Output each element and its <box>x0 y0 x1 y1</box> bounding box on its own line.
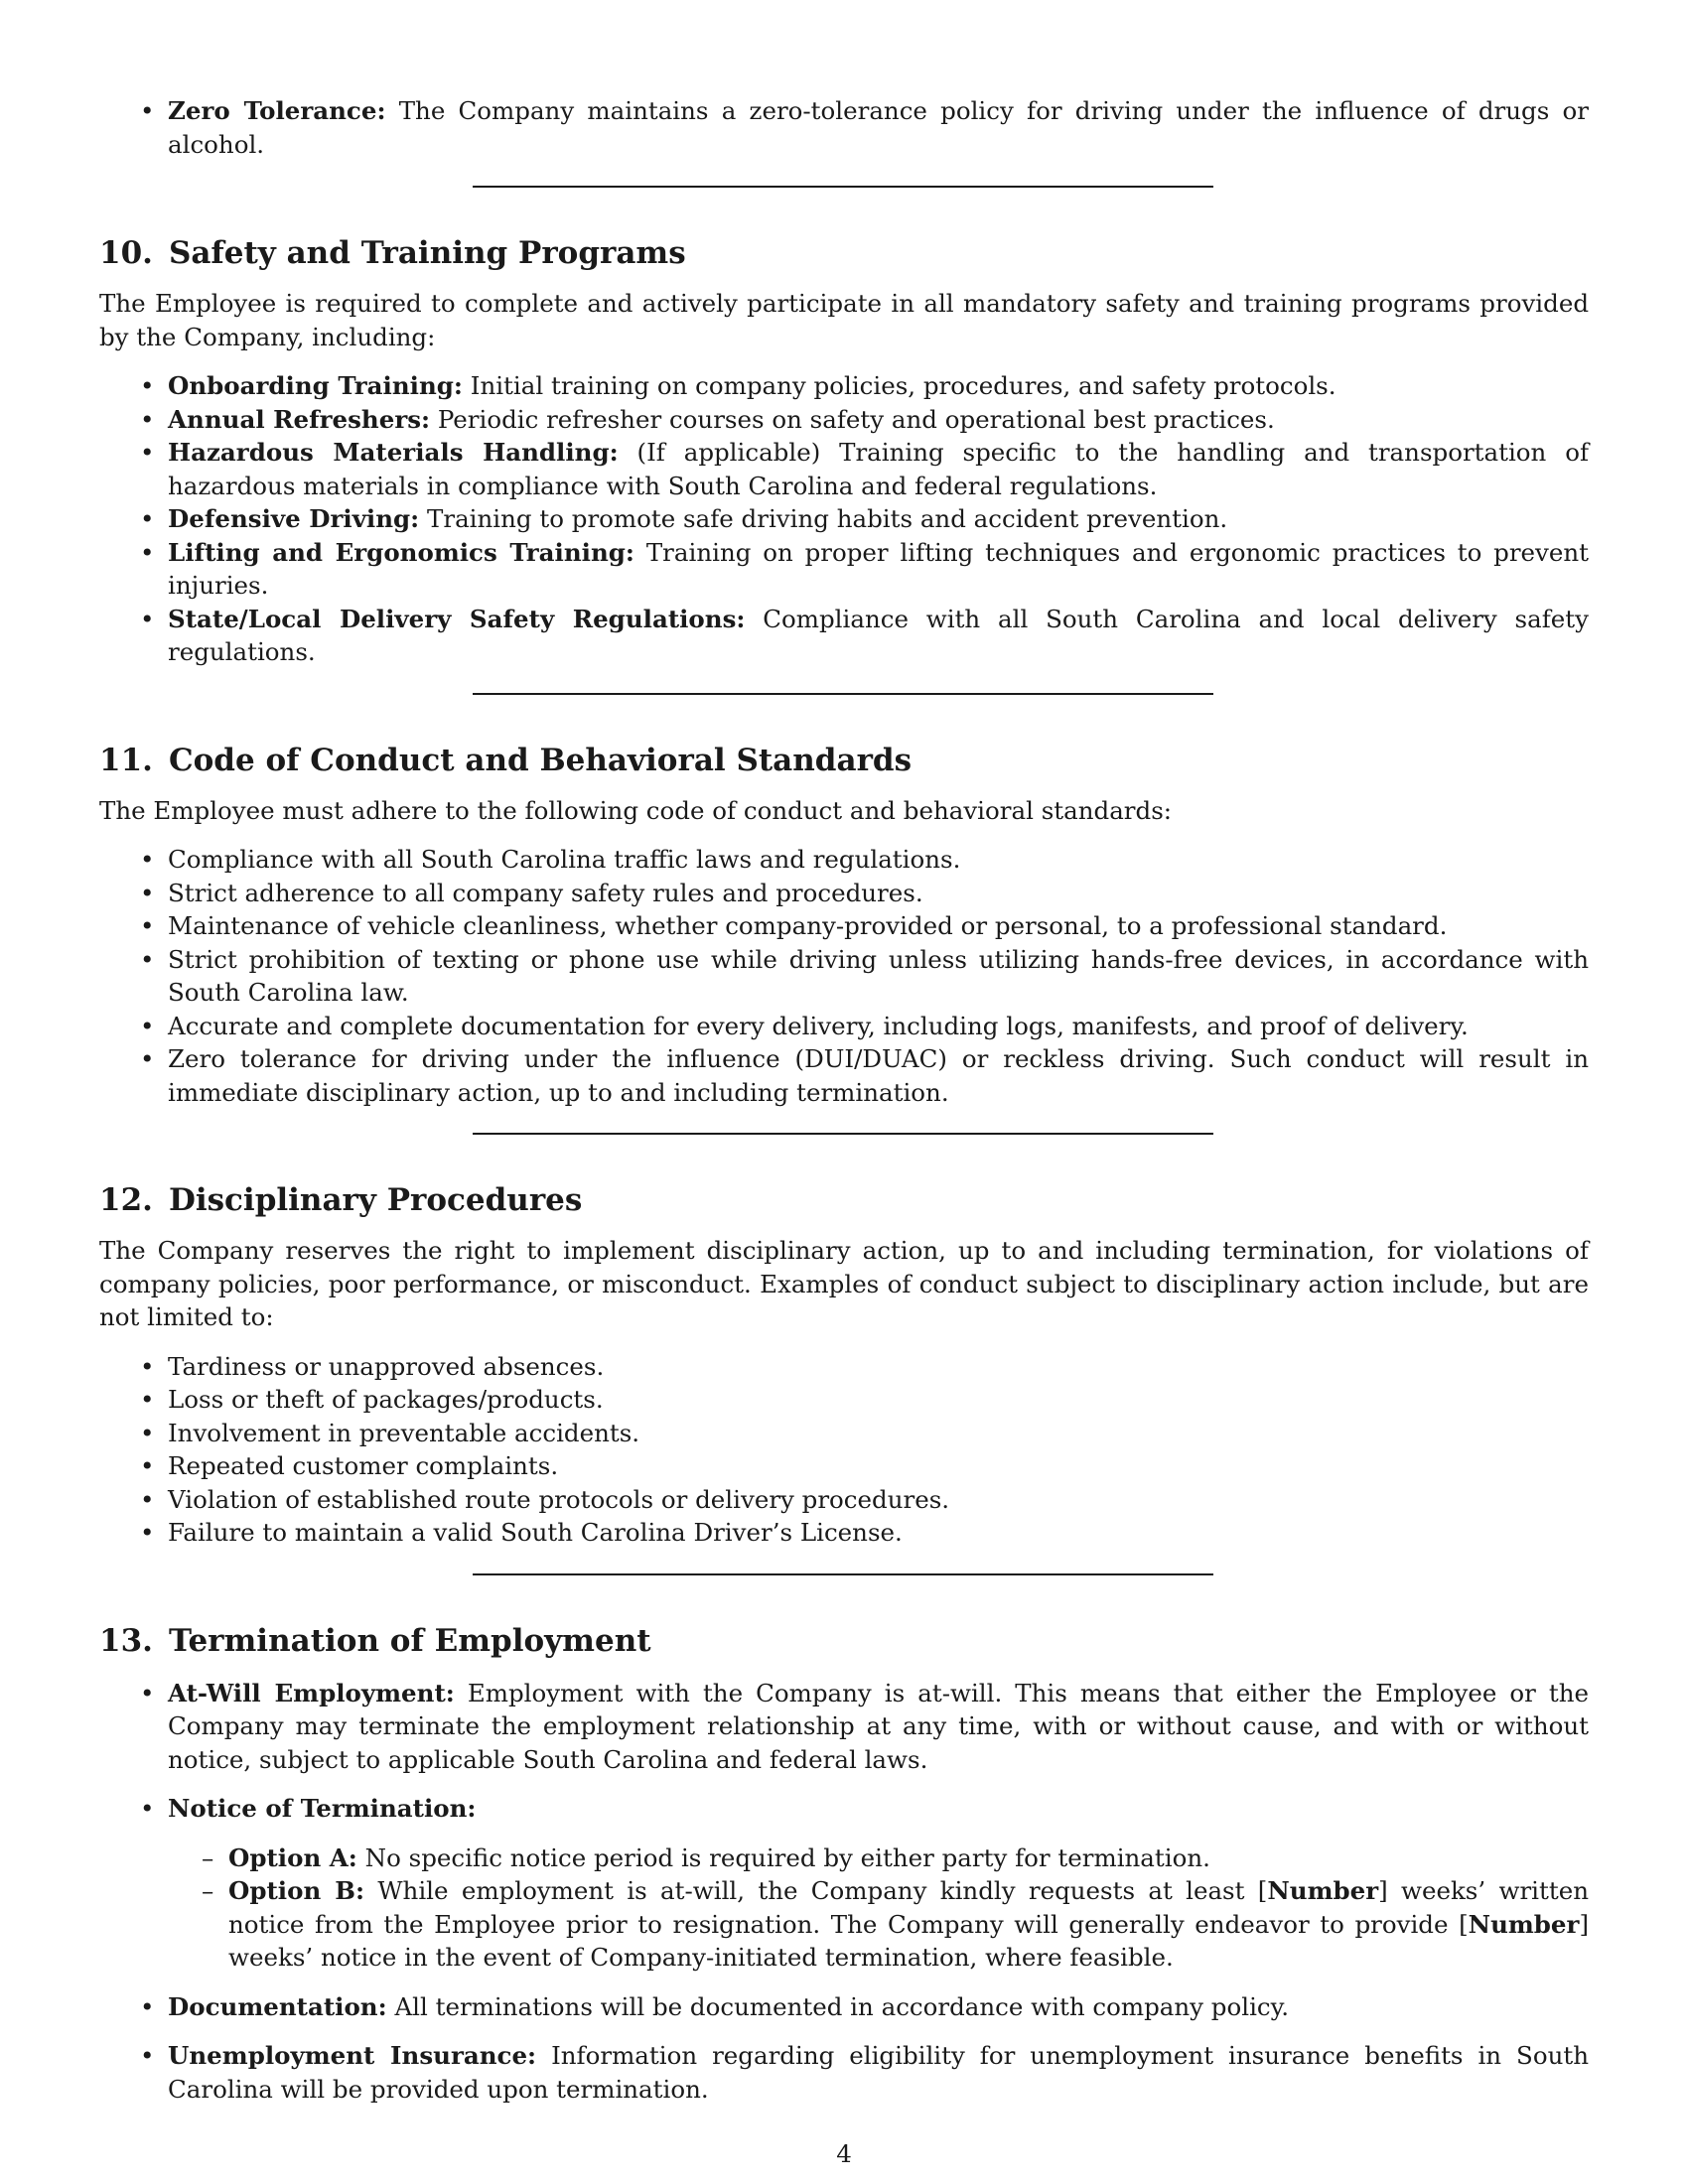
item-text: (If applicable) Training specific to the handling and transportation of hazardous materials in compliance with South Carolina and federal regulations. <box>168 438 1590 500</box>
notice-options-list <box>168 1842 1589 1975</box>
bullet-icon: • <box>140 1451 155 1480</box>
sub-list-item <box>168 1874 1589 1975</box>
bullet-icon: • <box>140 1418 155 1447</box>
bullet-icon: • <box>140 1794 155 1823</box>
item-label: Zero Tolerance: <box>168 96 386 125</box>
list-item <box>99 1417 1589 1450</box>
item-label: State/Local Delivery Safety Regulations: <box>168 604 746 633</box>
option-text: No specific notice period is required by either party for termination. <box>364 1843 1210 1872</box>
item-text: Involvement in preventable accidents. <box>168 1418 640 1447</box>
item-label: Documentation: <box>168 1991 387 2021</box>
section-divider <box>473 693 1213 695</box>
item-text: Initial training on company policies, procedures, and safety protocols. <box>470 371 1336 400</box>
item-label: Unemployment Insurance: <box>168 2041 537 2070</box>
s12-list <box>99 1350 1589 1550</box>
list-item <box>99 1350 1589 1384</box>
section-heading-11 <box>99 741 1589 780</box>
list-item <box>99 436 1589 502</box>
list-item <box>99 1483 1589 1517</box>
section-heading-13 <box>99 1621 1589 1661</box>
bullet-icon: • <box>140 1011 155 1040</box>
list-item <box>99 2039 1589 2106</box>
list-item <box>99 1792 1589 1975</box>
section-title: Termination of Employment <box>168 1622 651 1659</box>
option-text: ] weeks’ notice in the event of Company-initiated termination, where feasible. <box>228 1909 1589 1972</box>
list-item <box>99 502 1589 536</box>
list-item <box>99 1383 1589 1417</box>
item-text: Loss or theft of packages/products. <box>168 1385 604 1414</box>
item-text: Tardiness or unapproved absences. <box>168 1351 605 1381</box>
item-text: The Company maintains a zero-tolerance policy for driving under the influence of drugs or alcohol. <box>168 96 1589 159</box>
section-divider <box>473 186 1213 188</box>
list-item <box>99 909 1589 943</box>
item-text: Employment with the Company is at-will. This means that either the Employee or the Company may terminate the employment relationship at any time, with or without cause, and with or without notice, subject to applicable South Carolina and federal laws. <box>168 1678 1589 1774</box>
section-intro: The Employee must adhere to the following code of conduct and behavioral standards: <box>99 795 1173 825</box>
list-item <box>99 1010 1589 1043</box>
item-text: Repeated customer complaints. <box>168 1451 559 1480</box>
bullet-icon: • <box>140 96 155 125</box>
section-number: 13. <box>99 1622 153 1659</box>
bullet-icon: • <box>140 1385 155 1414</box>
section-intro: The Employee is required to complete and actively participate in all mandatory safety and training programs provided by the Company, including: <box>99 289 1589 351</box>
section-heading-10 <box>99 233 1589 273</box>
list-item <box>99 1516 1589 1550</box>
item-text: Strict prohibition of texting or phone use while driving unless utilizing hands-free devices, in accordance with South Carolina law. <box>168 944 1589 1007</box>
bullet-icon: • <box>140 878 155 907</box>
bullet-icon: • <box>140 1991 155 2021</box>
option-text: ] weeks’ written notice from the Employee prior to resignation. The Company will generally endeavor to provide [ <box>228 1876 1589 1939</box>
bullet-icon: • <box>140 911 155 940</box>
item-text: Compliance with all South Carolina traffic laws and regulations. <box>168 845 961 874</box>
list-item <box>99 943 1589 1010</box>
list-item <box>99 1990 1589 2024</box>
bullet-icon: • <box>140 504 155 533</box>
placeholder-field: Number <box>1267 1876 1379 1905</box>
list-item <box>99 843 1589 877</box>
section-divider <box>473 1573 1213 1575</box>
bullet-icon: • <box>140 1044 155 1073</box>
section-intro: The Company reserves the right to implement disciplinary action, up to and including termination, for violations of company policies, poor performance, or misconduct. Examples of conduct subject to disciplinary action include, but are not limited to: <box>99 1236 1589 1331</box>
bullet-icon: • <box>140 845 155 874</box>
section-number: 11. <box>99 742 153 778</box>
option-label: Option A: <box>228 1843 357 1872</box>
item-label: Hazardous Materials Handling: <box>168 438 619 467</box>
dash-icon: – <box>202 1876 214 1905</box>
item-text: Accurate and complete documentation for every delivery, including logs, manifests, and proof of delivery. <box>168 1011 1469 1040</box>
bullet-icon: • <box>140 404 155 434</box>
item-text: Information regarding eligibility for unemployment insurance benefits in South Carolina will be provided upon termination. <box>168 2041 1589 2104</box>
list-item <box>99 603 1589 669</box>
item-text: Strict adherence to all company safety rules and procedures. <box>168 878 923 907</box>
bullet-icon: • <box>140 2041 155 2070</box>
section-title: Disciplinary Procedures <box>168 1182 583 1218</box>
section-title: Code of Conduct and Behavioral Standards <box>168 742 913 778</box>
item-text: Training on proper lifting techniques and ergonomic practices to prevent injuries. <box>168 537 1590 600</box>
s13-list <box>99 1677 1589 2107</box>
item-text: Compliance with all South Carolina and local delivery safety regulations. <box>168 604 1589 666</box>
bullet-icon: • <box>140 371 155 400</box>
bullet-icon: • <box>140 438 155 467</box>
list-item <box>99 94 1589 161</box>
list-item <box>99 369 1589 403</box>
list-item <box>99 536 1589 603</box>
option-text: While employment is at-will, the Company kindly requests at least [ <box>377 1876 1268 1905</box>
section-title: Safety and Training Programs <box>168 235 686 271</box>
item-text: Zero tolerance for driving under the influence (DUI/DUAC) or reckless driving. Such conduct will result in immediate disciplinary action, up to and including termination. <box>168 1044 1589 1107</box>
list-item <box>99 1677 1589 1777</box>
section-number: 10. <box>99 235 153 271</box>
item-text: All terminations will be documented in accordance with company policy. <box>394 1991 1289 2021</box>
sub-list-item <box>168 1842 1589 1875</box>
item-text: Failure to maintain a valid South Carolina Driver’s License. <box>168 1518 903 1547</box>
section-number: 12. <box>99 1182 153 1218</box>
item-label: At-Will Employment: <box>168 1678 455 1707</box>
item-text: Training to promote safe driving habits and accident prevention. <box>427 504 1228 533</box>
bullet-icon: • <box>140 1351 155 1381</box>
document-page <box>99 95 1589 2106</box>
section-divider <box>473 1133 1213 1135</box>
list-item <box>99 1449 1589 1483</box>
option-label: Option B: <box>228 1876 365 1905</box>
item-text: Violation of established route protocols or delivery procedures. <box>168 1484 950 1514</box>
placeholder-field: Number <box>1468 1909 1580 1939</box>
bullet-icon: • <box>140 1518 155 1547</box>
bullet-icon: • <box>140 537 155 567</box>
item-label: Notice of Termination: <box>168 1794 477 1823</box>
list-item <box>99 877 1589 910</box>
top-list <box>99 95 1589 162</box>
s10-list <box>99 369 1589 669</box>
item-label: Defensive Driving: <box>168 504 420 533</box>
list-item <box>99 403 1589 437</box>
bullet-icon: • <box>140 944 155 974</box>
s11-list <box>99 843 1589 1109</box>
item-label: Annual Refreshers: <box>168 404 431 434</box>
section-heading-12 <box>99 1180 1589 1220</box>
bullet-icon: • <box>140 604 155 633</box>
item-label: Onboarding Training: <box>168 371 463 400</box>
bullet-icon: • <box>140 1484 155 1514</box>
bullet-icon: • <box>140 1678 155 1707</box>
item-label: Lifting and Ergonomics Training: <box>168 537 634 567</box>
dash-icon: – <box>202 1843 214 1872</box>
list-item <box>99 1042 1589 1109</box>
item-text: Periodic refresher courses on safety and operational best practices. <box>437 404 1275 434</box>
page-number: 4 <box>836 2139 852 2168</box>
item-text: Maintenance of vehicle cleanliness, whether company-provided or personal, to a professional standard. <box>168 911 1448 940</box>
